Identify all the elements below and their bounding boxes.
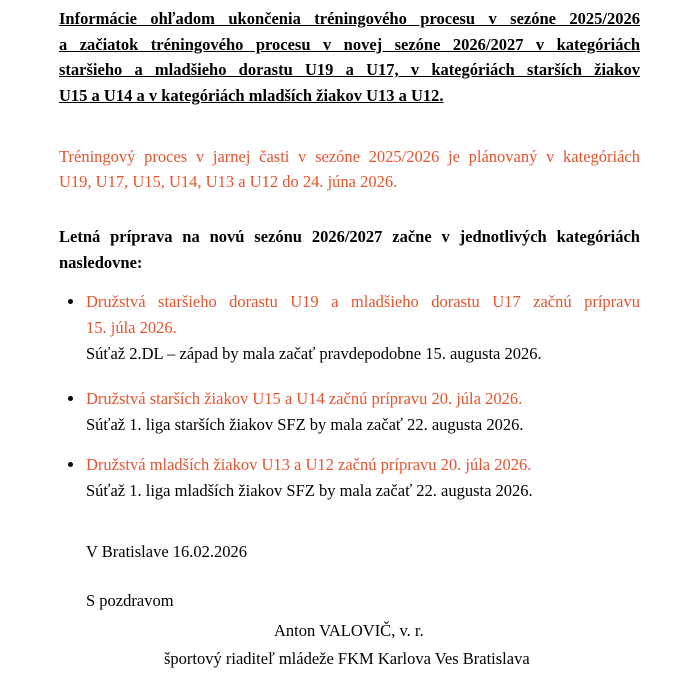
item-start-text: Družstvá mladších žiakov U13 a U12 začnú prípravu 20. júla 2026. bbox=[86, 455, 532, 474]
document-heading bbox=[59, 6, 640, 108]
bullet-icon bbox=[68, 462, 73, 467]
item-start-text: Družstvá starších žiakov U15 a U14 začnú prípravu 20. júla 2026. bbox=[86, 389, 523, 408]
item-competition-note: Súťaž 1. liga mladších žiakov SFZ by mala začať 22. augusta 2026. bbox=[86, 481, 533, 500]
intro-paragraph bbox=[59, 144, 640, 194]
intro-line: U19, U17, U15, U14, U13 a U12 do 24. júna 2026. bbox=[59, 172, 398, 191]
heading-line: Informácie ohľadom ukončenia tréningového procesu v sezóne 2025/2026 bbox=[59, 9, 640, 28]
greeting: S pozdravom bbox=[86, 591, 174, 610]
bullet-icon bbox=[68, 299, 73, 304]
signer-name: Anton VALOVIČ, v. r. bbox=[274, 621, 424, 640]
item-competition-note: Súťaž 2.DL – západ by mala začať pravdepodobne 15. augusta 2026. bbox=[86, 344, 542, 363]
list-item bbox=[86, 386, 640, 438]
subheading-line: Letná príprava na novú sezónu 2026/2027 začne v jednotlivých kategóriách bbox=[59, 227, 640, 246]
item-start-text: 15. júla 2026. bbox=[86, 318, 177, 337]
intro-line: Tréningový proces v jarnej časti v sezóne 2025/2026 je plánovaný v kategóriách bbox=[59, 147, 640, 166]
signer-role: športový riaditeľ mládeže FKM Karlova Ves Bratislava bbox=[164, 649, 530, 668]
item-start-text: Družstvá staršieho dorastu U19 a mladšieho dorastu U17 začnú prípravu bbox=[86, 292, 640, 311]
item-competition-note: Súťaž 1. liga starších žiakov SFZ by mala začať 22. augusta 2026. bbox=[86, 415, 524, 434]
heading-line: U15 a U14 a v kategóriách mladších žiakov U13 a U12. bbox=[59, 85, 444, 105]
place-date: V Bratislave 16.02.2026 bbox=[86, 542, 248, 561]
list-item bbox=[86, 452, 640, 504]
heading-line: staršieho a mladšieho dorastu U19 a U17, v kategóriách starších žiakov bbox=[59, 60, 640, 79]
list-item bbox=[86, 289, 640, 367]
bullet-icon bbox=[68, 396, 73, 401]
preparation-subheading bbox=[59, 224, 640, 276]
heading-line: a začiatok tréningového procesu v novej sezóne 2026/2027 v kategóriách bbox=[59, 34, 640, 54]
subheading-line: nasledovne: bbox=[59, 253, 143, 272]
